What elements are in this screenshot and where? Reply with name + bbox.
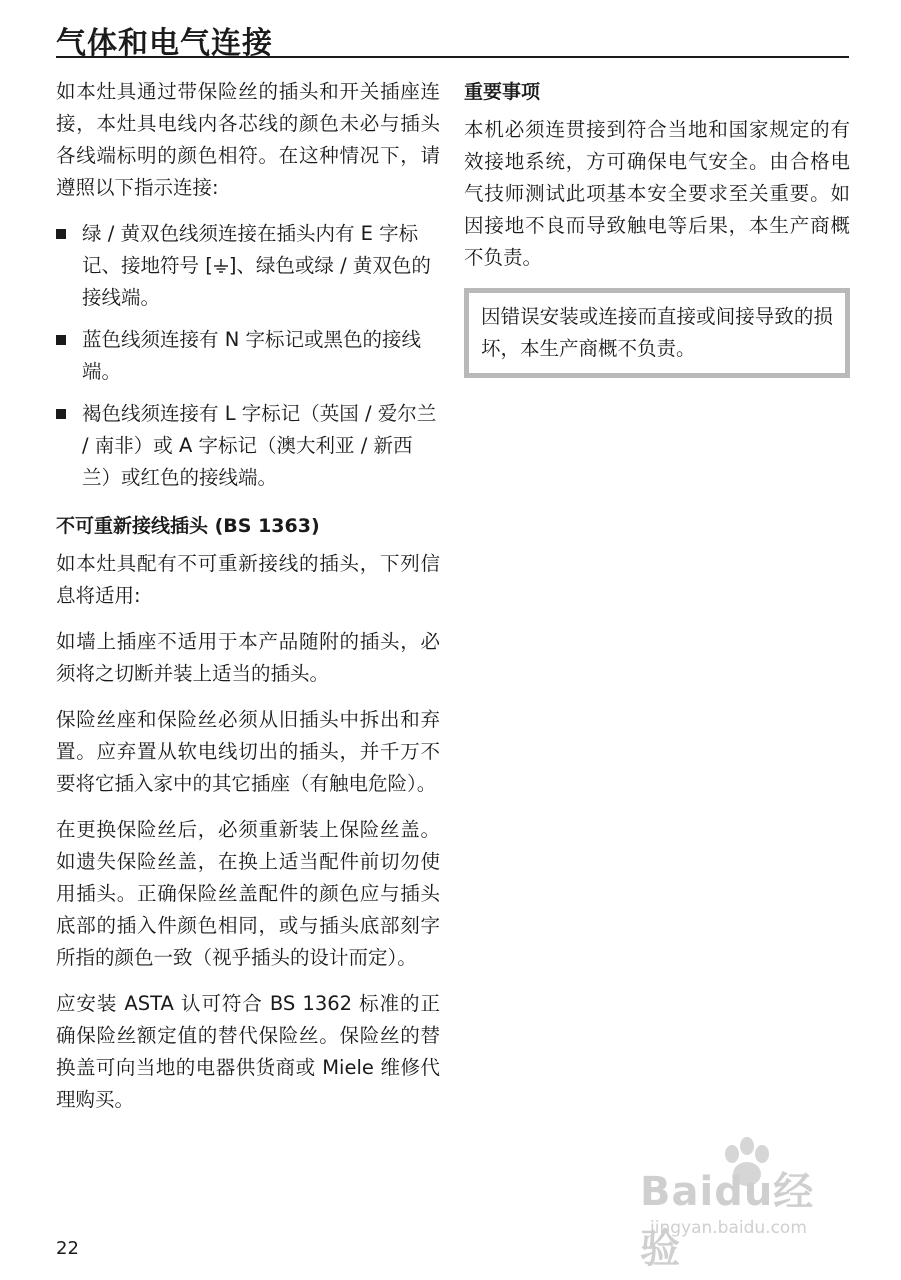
section-heading-non-rewireable-plug: 不可重新接线插头 (BS 1363) [56,515,320,537]
page-title: 气体和电气连接 [56,26,273,61]
list-item [56,324,440,388]
wiring-instructions-list [56,218,440,494]
paragraph: 保险丝座和保险丝必须从旧插头中拆出和弃置。应弃置从软电线切出的插头，并千万不要将它插入家中的其它插座（有触电危险）。 [56,708,440,795]
paragraph: 如墙上插座不适用于本产品随附的插头，必须将之切断并装上适当的插头。 [56,630,440,685]
paragraph: 如本灶具配有不可重新接线的插头，下列信息将适用: [56,552,440,607]
baidu-watermark [640,1140,850,1272]
paragraph: 在更换保险丝后，必须重新装上保险丝盖。如遗失保险丝盖，在换上适当配件前切勿使用插头。正确保险丝盖配件的颜色应与插头底部的插入件颜色相同，或与插头底部刻字所指的颜色一致（视乎插头的设计而定）。 [56,818,440,969]
list-item [56,218,440,314]
bullet-text-before: 绿 / 黄双色线须连接在插头内有 E 字标记、接地符号 [ [82,222,419,277]
earth-ground-icon [213,258,229,274]
intro-paragraph: 如本灶具通过带保险丝的插头和开关插座连接，本灶具电线内各芯线的颜色未必与插头各线端标明的颜色相符。在这种情况下，请遵照以下指示连接: [56,80,440,199]
watermark-url: jingyan.baidu.com [650,1218,807,1238]
grounding-paragraph: 本机必须连贯接到符合当地和国家规定的有效接地系统，方可确保电气安全。由合格电气技师测试此项基本安全要求至关重要。如因接地不良而导致触电等后果，本生产商概不负责。 [464,118,850,269]
bullet-text-after: ]、绿色或绿 / 黄双色的接线端。 [82,254,431,309]
warning-note-box [464,288,850,378]
warning-note-text: 因错误安装或连接而直接或间接导致的损坏，本生产商概不负责。 [481,305,833,360]
paragraph: 应安装 ASTA 认可符合 BS 1362 标准的正确保险丝额定值的替代保险丝。保险丝的替换盖可向当地的电器供货商或 Miele 维修代理购买。 [56,992,440,1111]
section-heading-important: 重要事项 [464,81,541,103]
bullet-text: 褐色线须连接有 L 字标记（英国 / 爱尔兰 / 南非）或 A 字标记（澳大利亚 / 新西兰）或红色的接线端。 [82,402,437,489]
title-divider [56,56,849,58]
list-item [56,398,440,494]
watermark-logo-text: Baidu经验 [640,1169,815,1272]
bullet-text: 蓝色线须连接有 N 字标记或黑色的接线端。 [82,328,421,383]
page-number: 22 [56,1238,79,1259]
right-column [464,76,850,378]
left-column [56,76,440,1130]
bullet-square-icon [56,409,66,419]
bullet-square-icon [56,229,66,239]
bullet-square-icon [56,335,66,345]
